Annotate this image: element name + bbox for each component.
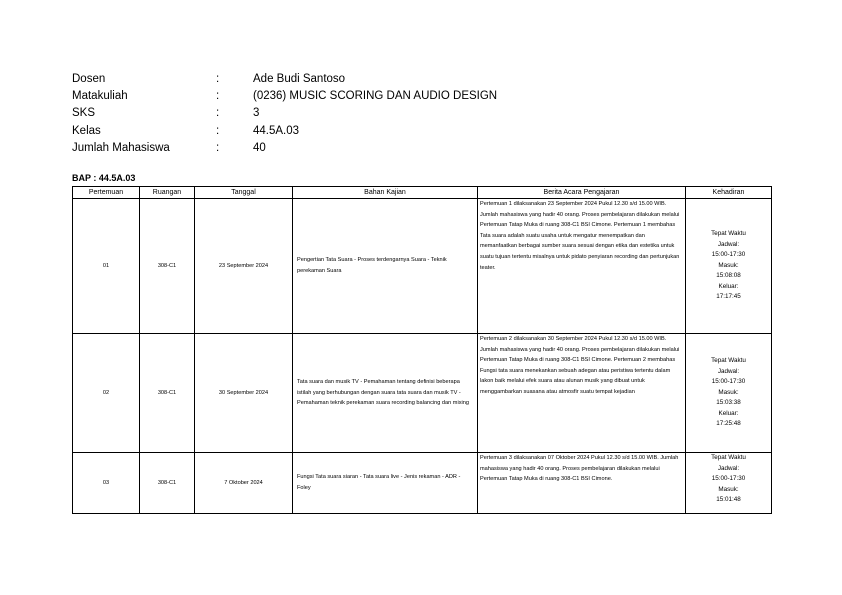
cell-tanggal: 23 September 2024 bbox=[195, 199, 293, 334]
table-row bbox=[73, 453, 772, 514]
cell-kehadiran bbox=[686, 453, 772, 514]
header-kehadiran: Kehadiran bbox=[686, 187, 772, 199]
table-row bbox=[73, 334, 772, 453]
info-value: (0236) MUSIC SCORING DAN AUDIO DESIGN bbox=[253, 90, 498, 103]
info-separator: : bbox=[216, 141, 220, 154]
kehadiran-keluar-label: Keluar: bbox=[718, 409, 739, 417]
cell-bahan-kajian: Pengertian Tata Suara - Proses terdengarnya Suara - Teknik perekaman Suara bbox=[293, 199, 478, 334]
cell-tanggal: 7 Oktober 2024 bbox=[195, 453, 293, 514]
berita-text: Pertemuan 2 dilaksanakan 30 September 2024 Pukul 12.30 s/d 15.00 WIB. Jumlah mahasiswa yang hadir 40 orang. Proses pembelajaran dilakukan melalui Pertemuan Tatap Muka di ruang 308-C1 BSI Cimone. Pertemuan 2 membahas Fungsi tata suara menekankan sebuah adegan atau peristiwa tertentu dalam lakon baik melalui efek suara atau alunan musik yang dibuat untuk menggambarkan suasana atau atmosfir suatu tempat kejadian bbox=[480, 336, 680, 395]
info-label: Kelas bbox=[72, 124, 101, 137]
info-value: 3 bbox=[253, 107, 260, 120]
header-berita-acara: Berita Acara Pengajaran bbox=[478, 187, 686, 199]
info-separator: : bbox=[216, 124, 220, 137]
header-bahan-kajian: Bahan Kajian bbox=[293, 187, 478, 199]
cell-berita-acara bbox=[478, 453, 686, 514]
kehadiran-jadwal: 15:00-17:30 bbox=[711, 475, 746, 483]
kehadiran-jadwal-label: Jadwal: bbox=[717, 367, 740, 375]
kehadiran-status: Tepat Waktu bbox=[711, 454, 746, 461]
kehadiran-masuk-label: Masuk: bbox=[718, 388, 739, 396]
cell-berita-acara bbox=[478, 334, 686, 453]
cell-berita-acara bbox=[478, 199, 686, 334]
kehadiran-masuk: 15:01:48 bbox=[716, 496, 741, 504]
header-pertemuan: Pertemuan bbox=[73, 187, 140, 199]
berita-text: Pertemuan 1 dilaksanakan 23 September 2024 Pukul 12.30 s/d 15.00 WIB. Jumlah mahasiswa yang hadir 40 orang. Proses pembelajaran dilakukan melalui Pertemuan Tatap Muka di ruang 308-C1 BSI Cimone. Pertemuan 1 membahas Tata suara adalah suatu usaha untuk mengatur menempatkan dan memanfaatkan berbagai sumber suara sesuai dengan etika dan estetika untuk suatu tujuan tertentu misalnya untuk pidato penyiaran recording dan pertunjukan teater. bbox=[480, 201, 680, 271]
kehadiran-keluar-label: Keluar: bbox=[718, 282, 739, 290]
info-separator: : bbox=[216, 73, 220, 85]
info-label: Matakuliah bbox=[72, 90, 128, 103]
header-tanggal: Tanggal bbox=[195, 187, 293, 199]
cell-bahan-kajian: Tata suara dan musik TV - Pemahaman tentang definisi beberapa istilah yang berhubungan dengan suara tata suara dan musik TV - Pemahaman teknik perekaman suara recording balancing dan mixing bbox=[293, 334, 478, 453]
cell-bahan-kajian: Fungsi Tata suara siaran - Tata suara live - Jenis rekaman - ADR - Foley bbox=[293, 453, 478, 514]
table-header-row bbox=[73, 187, 772, 199]
cell-kehadiran bbox=[686, 199, 772, 334]
kehadiran-masuk-label: Masuk: bbox=[718, 261, 739, 269]
info-value: 40 bbox=[253, 141, 266, 154]
cell-tanggal: 30 September 2024 bbox=[195, 334, 293, 453]
info-value: Ade Budi Santoso bbox=[253, 73, 346, 85]
table-row bbox=[73, 199, 772, 334]
berita-text: Pertemuan 3 dilaksanakan 07 Oktober 2024 Pukul 12.30 s/d 15.00 WIB. Jumlah mahasiswa yang hadir 40 orang. Proses pembelajaran dilakukan melalui Pertemuan Tatap Muka di ruang 308-C1 BSI Cimone. bbox=[480, 455, 679, 483]
info-value: 44.5A.03 bbox=[253, 124, 300, 137]
kehadiran-jadwal: 15:00-17:30 bbox=[711, 251, 746, 259]
kehadiran-masuk: 15:08:08 bbox=[716, 272, 741, 280]
kehadiran-status: Tepat Waktu bbox=[711, 229, 746, 237]
kehadiran-masuk-label: Masuk: bbox=[718, 485, 739, 493]
info-label: SKS bbox=[72, 107, 96, 120]
cell-ruangan: 308-C1 bbox=[140, 453, 195, 514]
bap-title: BAP : 44.5A.03 bbox=[72, 173, 136, 183]
cell-kehadiran bbox=[686, 334, 772, 453]
kehadiran-jadwal-label: Jadwal: bbox=[717, 464, 740, 472]
kehadiran-keluar: 17:17:45 bbox=[716, 293, 741, 301]
info-separator: : bbox=[216, 107, 220, 120]
cell-pertemuan: 03 bbox=[73, 453, 140, 514]
cell-pertemuan: 02 bbox=[73, 334, 140, 453]
cell-ruangan: 308-C1 bbox=[140, 334, 195, 453]
info-label: Jumlah Mahasiswa bbox=[72, 141, 170, 154]
cell-pertemuan: 01 bbox=[73, 199, 140, 334]
header-ruangan: Ruangan bbox=[140, 187, 195, 199]
kehadiran-masuk: 15:03:38 bbox=[716, 399, 741, 407]
info-label: Dosen bbox=[72, 73, 106, 85]
kehadiran-list bbox=[688, 453, 769, 513]
info-separator: : bbox=[216, 90, 220, 103]
kehadiran-jadwal-label: Jadwal: bbox=[717, 240, 740, 248]
kehadiran-jadwal: 15:00-17:30 bbox=[711, 378, 746, 386]
bap-table bbox=[72, 186, 772, 514]
kehadiran-keluar: 17:25:48 bbox=[716, 420, 741, 428]
cell-ruangan: 308-C1 bbox=[140, 199, 195, 334]
kehadiran-status: Tepat Waktu bbox=[711, 356, 746, 364]
